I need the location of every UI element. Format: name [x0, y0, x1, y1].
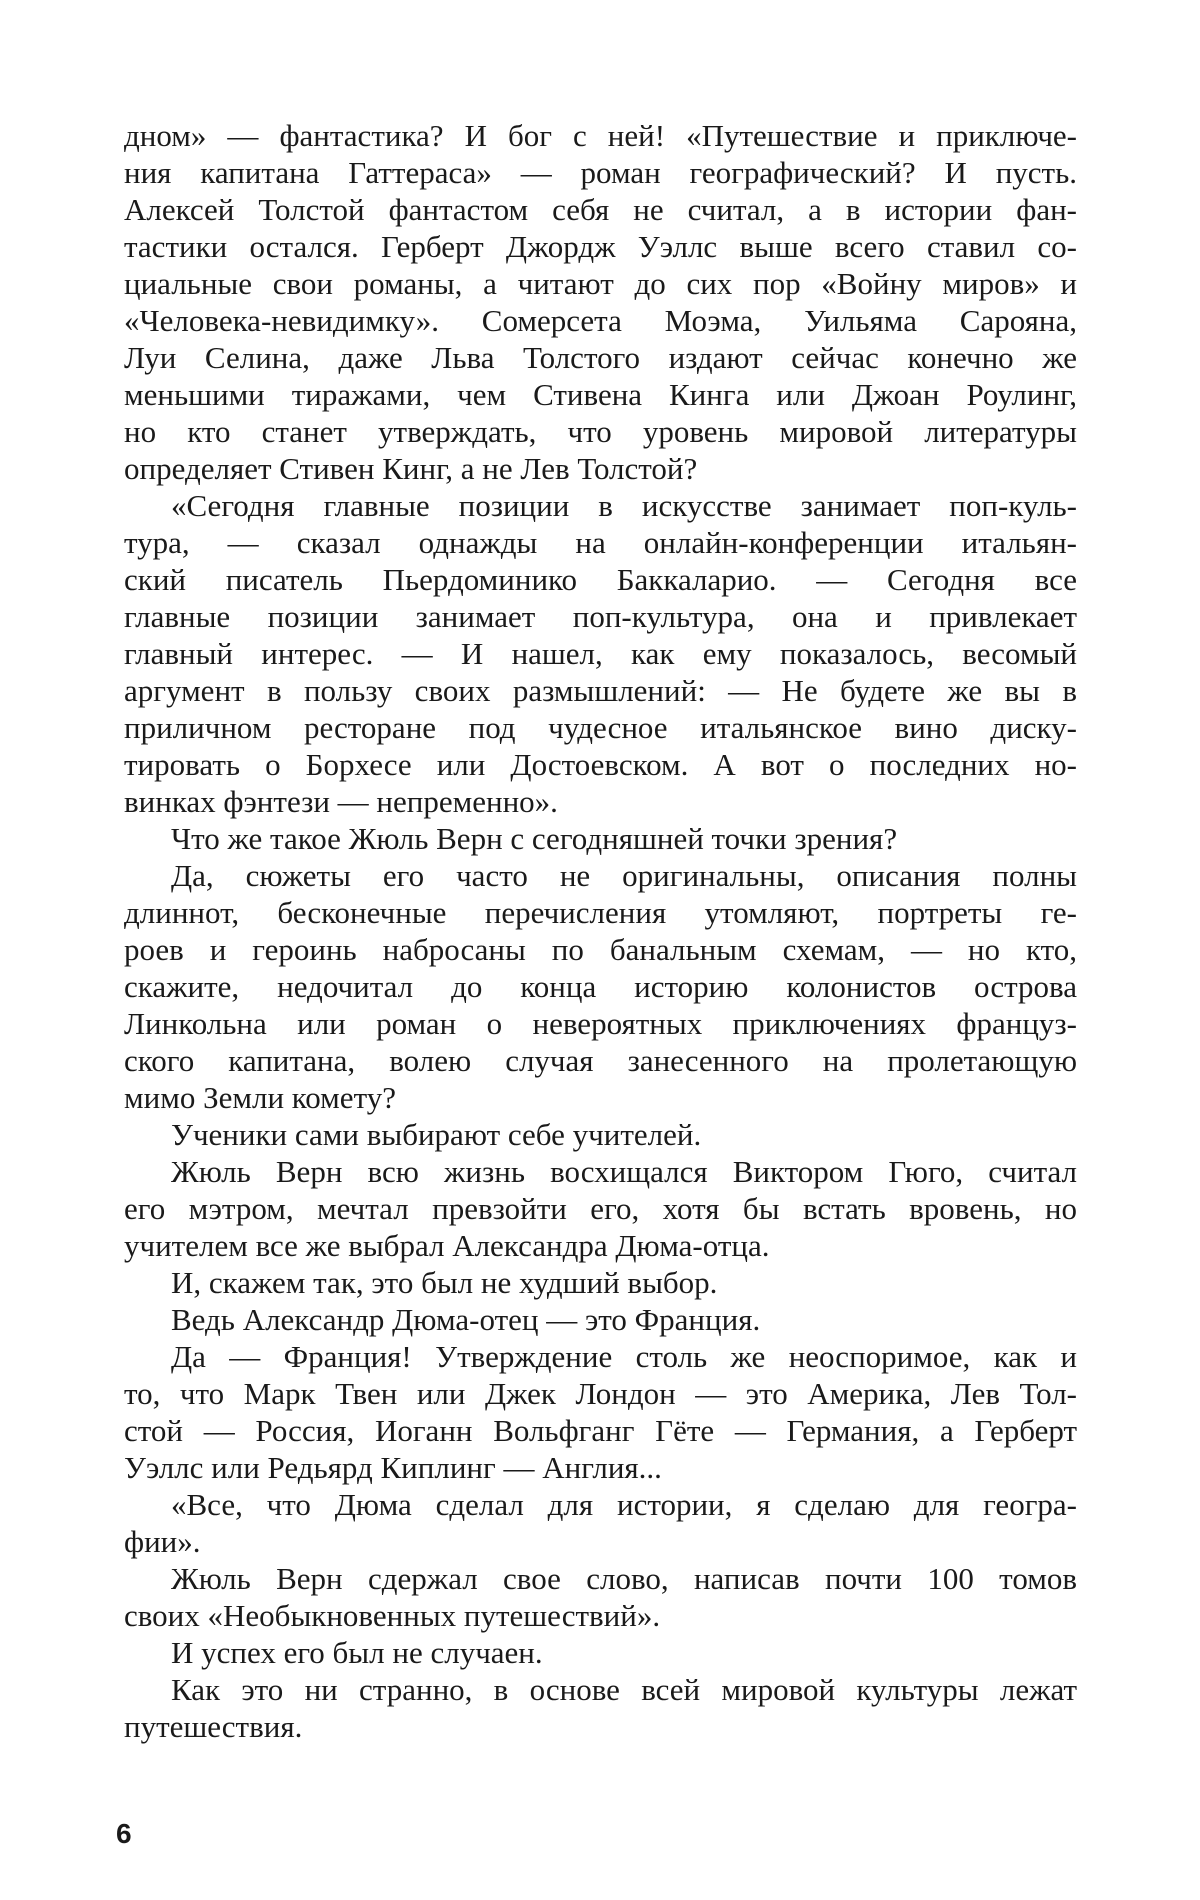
text-line: тировать о Борхесе или Достоевском. А вот о последних но-	[124, 746, 1077, 783]
text-line: Жюль Верн сдержал свое слово, написав почти 100 томов	[124, 1560, 1077, 1597]
text-line: ния капитана Гаттераса» — роман географический? И пусть.	[124, 154, 1077, 191]
text-line: мимо Земли комету?	[124, 1079, 1077, 1116]
text-line: циальные свои романы, а читают до сих пор «Войну миров» и	[124, 265, 1077, 302]
text-line: Ученики сами выбирают себе учителей.	[124, 1116, 1077, 1153]
text-line: главные позиции занимает поп-культура, она и привлекает	[124, 598, 1077, 635]
text-line: Луи Селина, даже Льва Толстого издают сейчас конечно же	[124, 339, 1077, 376]
page-number: 6	[116, 1818, 132, 1850]
text-line: роев и героинь набросаны по банальным схемам, — но кто,	[124, 931, 1077, 968]
text-line: главный интерес. — И нашел, как ему показалось, весомый	[124, 635, 1077, 672]
text-line: тастики остался. Герберт Джордж Уэллс выше всего ставил со-	[124, 228, 1077, 265]
text-line: длиннот, бесконечные перечисления утомляют, портреты ге-	[124, 894, 1077, 931]
text-line: Уэллс или Редьярд Киплинг — Англия...	[124, 1449, 1077, 1486]
text-line: Алексей Толстой фантастом себя не считал, а в истории фан-	[124, 191, 1077, 228]
text-line: ского капитана, волею случая занесенного на пролетающую	[124, 1042, 1077, 1079]
text-line: тура, — сказал однажды на онлайн-конференции итальян-	[124, 524, 1077, 561]
text-line: Как это ни странно, в основе всей мировой культуры лежат	[124, 1671, 1077, 1708]
text-line: Да, сюжеты его часто не оригинальны, описания полны	[124, 857, 1077, 894]
text-line: но кто станет утверждать, что уровень мировой литературы	[124, 413, 1077, 450]
body-text	[124, 117, 1077, 1745]
text-line: «Сегодня главные позиции в искусстве занимает поп-куль-	[124, 487, 1077, 524]
text-line: приличном ресторане под чудесное итальянское вино диску-	[124, 709, 1077, 746]
text-line: И успех его был не случаен.	[124, 1634, 1077, 1671]
text-line: дном» — фантастика? И бог с ней! «Путешествие и приключе-	[124, 117, 1077, 154]
text-line: фии».	[124, 1523, 1077, 1560]
text-line: стой — Россия, Иоганн Вольфганг Гёте — Германия, а Герберт	[124, 1412, 1077, 1449]
text-line: винках фэнтези — непременно».	[124, 783, 1077, 820]
text-line: Да — Франция! Утверждение столь же неоспоримое, как и	[124, 1338, 1077, 1375]
text-line: Что же такое Жюль Верн с сегодняшней точки зрения?	[124, 820, 1077, 857]
text-line: своих «Необыкновенных путешествий».	[124, 1597, 1077, 1634]
text-line: Ведь Александр Дюма-отец — это Франция.	[124, 1301, 1077, 1338]
text-line: то, что Марк Твен или Джек Лондон — это Америка, Лев Тол-	[124, 1375, 1077, 1412]
text-line: определяет Стивен Кинг, а не Лев Толстой?	[124, 450, 1077, 487]
text-line: И, скажем так, это был не худший выбор.	[124, 1264, 1077, 1301]
text-line: «Человека-невидимку». Сомерсета Моэма, Уильяма Сарояна,	[124, 302, 1077, 339]
text-line: «Все, что Дюма сделал для истории, я сделаю для геогра-	[124, 1486, 1077, 1523]
text-line: скажите, недочитал до конца историю колонистов острова	[124, 968, 1077, 1005]
book-page	[0, 0, 1200, 1900]
text-line: его мэтром, мечтал превзойти его, хотя бы встать вровень, но	[124, 1190, 1077, 1227]
text-line: ский писатель Пьердоминико Баккаларио. — Сегодня все	[124, 561, 1077, 598]
text-line: Линкольна или роман о невероятных приключениях француз-	[124, 1005, 1077, 1042]
text-line: меньшими тиражами, чем Стивена Кинга или Джоан Роулинг,	[124, 376, 1077, 413]
text-line: учителем все же выбрал Александра Дюма-отца.	[124, 1227, 1077, 1264]
text-line: путешествия.	[124, 1708, 1077, 1745]
text-line: Жюль Верн всю жизнь восхищался Виктором Гюго, считал	[124, 1153, 1077, 1190]
text-line: аргумент в пользу своих размышлений: — Не будете же вы в	[124, 672, 1077, 709]
